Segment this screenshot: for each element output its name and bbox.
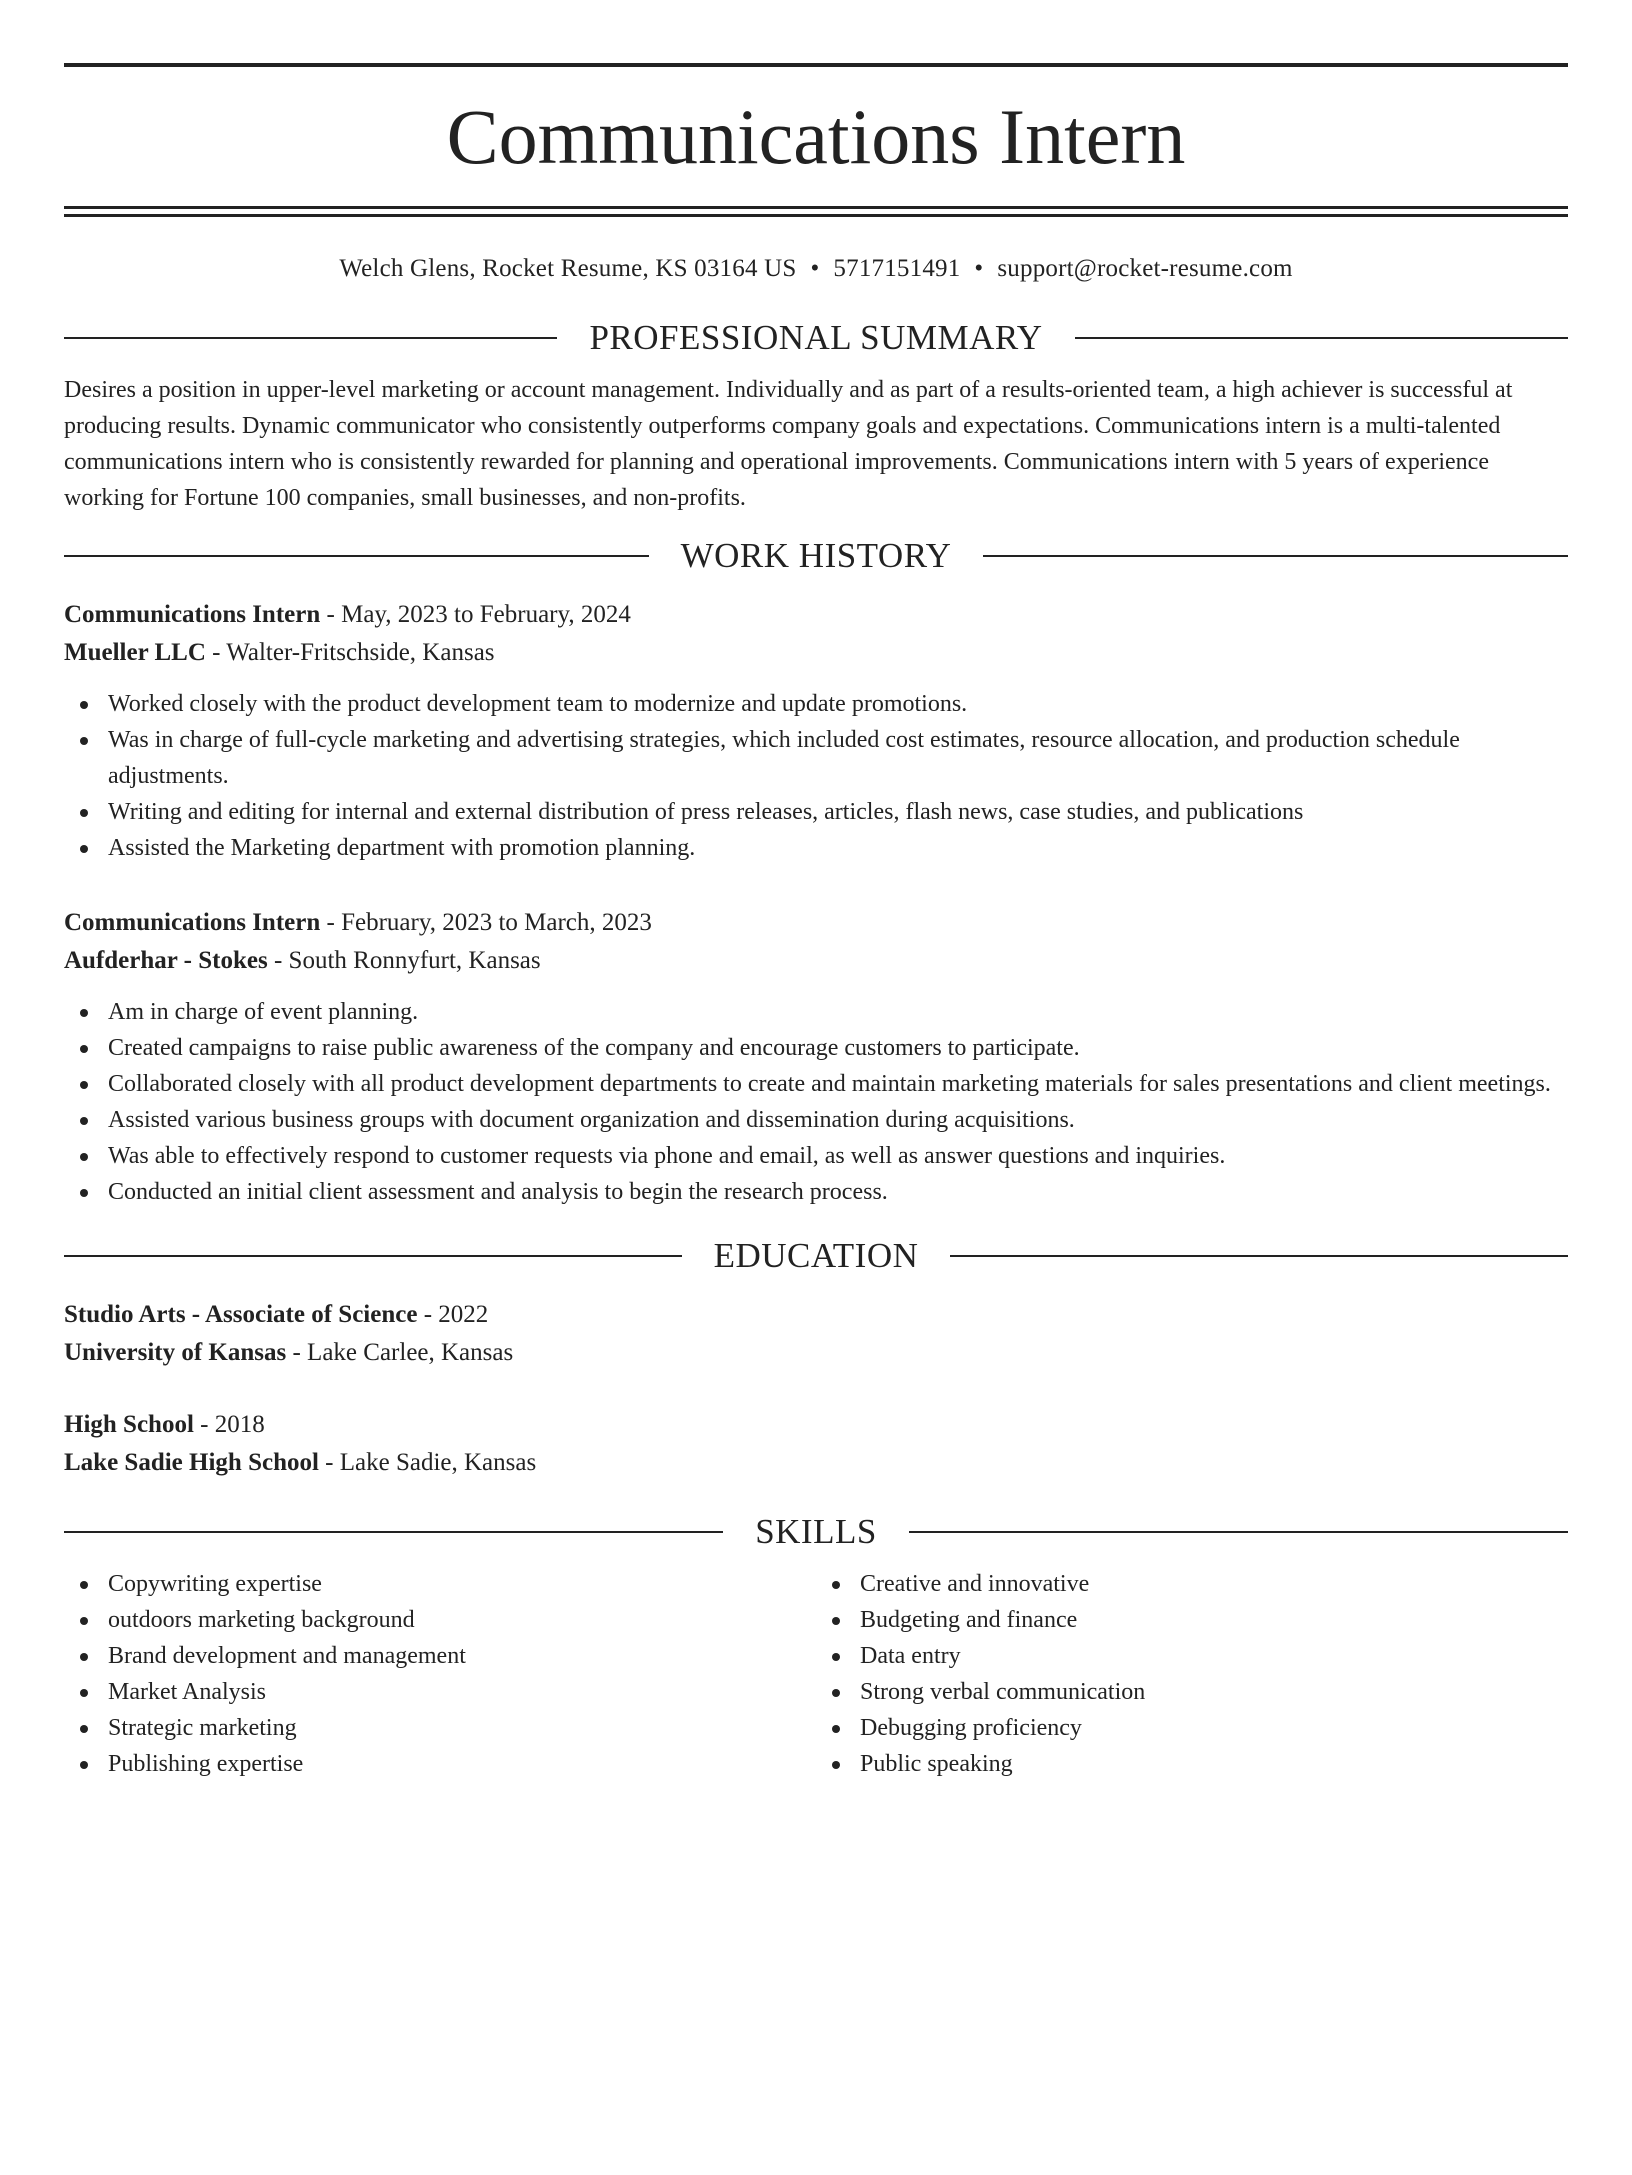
skill-item: Copywriting expertise bbox=[64, 1566, 816, 1602]
section-title: EDUCATION bbox=[713, 1236, 919, 1275]
heading-rule bbox=[64, 555, 649, 557]
job-company-line bbox=[64, 942, 1568, 980]
skill-item: Debugging proficiency bbox=[816, 1710, 1568, 1746]
contact-separator: • bbox=[810, 255, 820, 282]
contact-phone: 5717151491 bbox=[833, 255, 961, 282]
job-company-line bbox=[64, 634, 1568, 672]
skill-item: Publishing expertise bbox=[64, 1746, 816, 1782]
list-item: Conducted an initial client assessment and analysis to begin the research process. bbox=[64, 1174, 1568, 1210]
job-location: - South Ronnyfurt, Kansas bbox=[267, 947, 541, 974]
heading-rule bbox=[64, 1255, 682, 1257]
education-location: - Lake Sadie, Kansas bbox=[318, 1449, 537, 1476]
education-degree: High School bbox=[64, 1411, 194, 1438]
education-school: University of Kansas bbox=[64, 1339, 287, 1366]
resume-name: Communications Intern bbox=[446, 93, 1186, 180]
job-title: Communications Intern bbox=[64, 909, 321, 936]
education-entry bbox=[64, 1296, 1568, 1372]
skill-item: Strong verbal communication bbox=[816, 1674, 1568, 1710]
job-dates: - May, 2023 to February, 2024 bbox=[320, 601, 631, 628]
heading-rule bbox=[64, 1531, 723, 1533]
job-company: Aufderhar - Stokes bbox=[64, 947, 268, 974]
heading-rule bbox=[64, 337, 557, 339]
skill-item: Strategic marketing bbox=[64, 1710, 816, 1746]
job-company: Mueller LLC bbox=[64, 639, 206, 666]
job-title: Communications Intern bbox=[64, 601, 321, 628]
skill-item: Data entry bbox=[816, 1638, 1568, 1674]
skill-item: Public speaking bbox=[816, 1746, 1568, 1782]
job-title-line bbox=[64, 596, 1568, 634]
list-item: Was able to effectively respond to customer requests via phone and email, as well as answer questions and inquiries. bbox=[64, 1138, 1568, 1174]
section-heading-education bbox=[64, 1236, 1568, 1276]
education-location: - Lake Carlee, Kansas bbox=[286, 1339, 514, 1366]
job-entry bbox=[64, 596, 1568, 866]
job-location: - Walter-Fritschside, Kansas bbox=[205, 639, 495, 666]
skills-left-list bbox=[64, 1566, 816, 1782]
list-item: Am in charge of event planning. bbox=[64, 994, 1568, 1030]
list-item: Assisted various business groups with document organization and dissemination during acquisitions. bbox=[64, 1102, 1568, 1138]
education-degree-line bbox=[64, 1406, 1568, 1444]
education-school-line bbox=[64, 1334, 1568, 1372]
section-heading-summary bbox=[64, 318, 1568, 358]
education-degree: Studio Arts - Associate of Science bbox=[64, 1301, 418, 1328]
resume-page bbox=[0, 63, 1632, 2175]
education-degree-line bbox=[64, 1296, 1568, 1334]
job-bullets bbox=[64, 686, 1568, 866]
heading-rule bbox=[983, 555, 1568, 557]
list-item: Writing and editing for internal and external distribution of press releases, articles, flash news, case studies, and publications bbox=[64, 794, 1568, 830]
contact-separator: • bbox=[974, 255, 984, 282]
skill-item: Budgeting and finance bbox=[816, 1602, 1568, 1638]
contact-email: support@rocket-resume.com bbox=[997, 255, 1293, 282]
heading-rule bbox=[909, 1531, 1568, 1533]
summary-text: Desires a position in upper-level marketing or account management. Individually and as part of a results-oriented team, a high achiever is successful at producing results. Dynamic communicator who consistently outperforms company goals and expectations. Communications intern is a multi-talented communications intern who is consistently rewarded for planning and operational improvements. Communications intern with 5 years of experience working for Fortune 100 companies, small businesses, and non-profits. bbox=[64, 377, 1513, 511]
job-bullets bbox=[64, 994, 1568, 1210]
skill-item: outdoors marketing background bbox=[64, 1602, 816, 1638]
list-item: Was in charge of full-cycle marketing and advertising strategies, which included cost estimates, resource allocation, and production schedule adjustments. bbox=[64, 722, 1568, 794]
job-dates: - February, 2023 to March, 2023 bbox=[320, 909, 652, 936]
education-year: - 2022 bbox=[417, 1301, 489, 1328]
job-entry bbox=[64, 904, 1568, 1210]
section-title: WORK HISTORY bbox=[680, 536, 952, 575]
skills-right-list bbox=[816, 1566, 1568, 1782]
contact-line bbox=[64, 254, 1568, 284]
heading-rule bbox=[1075, 337, 1568, 339]
top-rule bbox=[64, 63, 1568, 67]
section-heading-skills bbox=[64, 1512, 1568, 1552]
contact-address: Welch Glens, Rocket Resume, KS 03164 US bbox=[339, 255, 797, 282]
education-year: - 2018 bbox=[193, 1411, 265, 1438]
list-item: Collaborated closely with all product development departments to create and maintain marketing materials for sales presentations and client meetings. bbox=[64, 1066, 1568, 1102]
list-item: Created campaigns to raise public awareness of the company and encourage customers to participate. bbox=[64, 1030, 1568, 1066]
job-title-line bbox=[64, 904, 1568, 942]
list-item: Assisted the Marketing department with promotion planning. bbox=[64, 830, 1568, 866]
section-heading-work bbox=[64, 536, 1568, 576]
education-entry bbox=[64, 1406, 1568, 1482]
list-item: Worked closely with the product development team to modernize and update promotions. bbox=[64, 686, 1568, 722]
heading-rule bbox=[950, 1255, 1568, 1257]
education-school: Lake Sadie High School bbox=[64, 1449, 319, 1476]
skill-item: Market Analysis bbox=[64, 1674, 816, 1710]
skill-item: Creative and innovative bbox=[816, 1566, 1568, 1602]
skills-columns bbox=[64, 1566, 1568, 1782]
section-title: SKILLS bbox=[755, 1512, 877, 1551]
double-rule bbox=[64, 206, 1568, 217]
education-school-line bbox=[64, 1444, 1568, 1482]
section-title: PROFESSIONAL SUMMARY bbox=[589, 318, 1043, 357]
skill-item: Brand development and management bbox=[64, 1638, 816, 1674]
